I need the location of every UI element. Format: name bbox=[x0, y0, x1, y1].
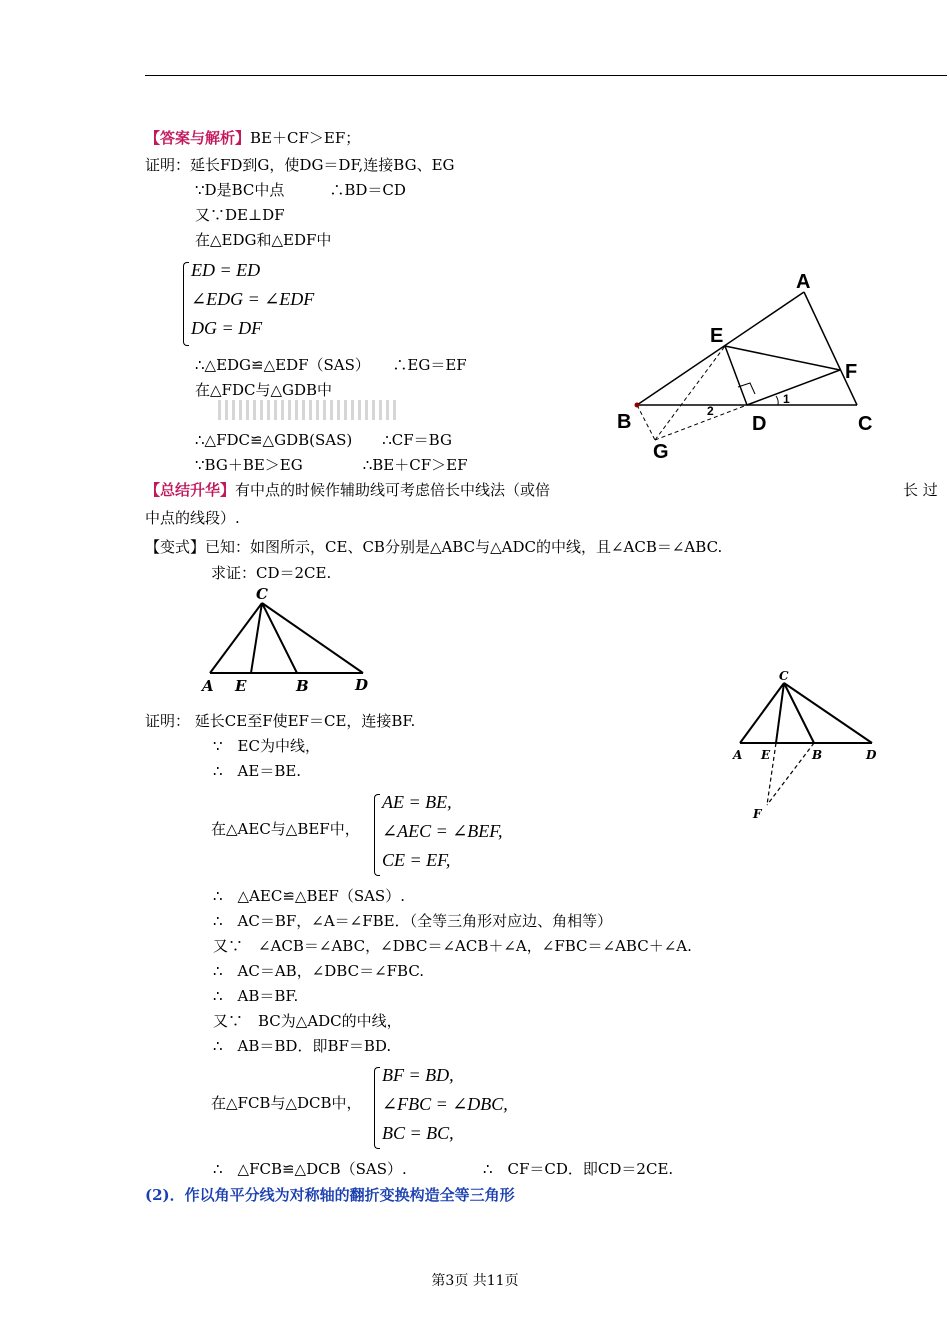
proof2-mid-7: ∴ AB＝BD．即BF＝BD. bbox=[213, 1037, 392, 1055]
label-B: B bbox=[617, 411, 632, 433]
label-A: A bbox=[796, 271, 811, 293]
header-rule bbox=[145, 75, 947, 76]
summary-tail: 长 过 bbox=[903, 481, 938, 499]
variant-text: 已知：如图所示，CE、CB分别是△ABC与△ADC的中线，且∠ACB＝∠ABC. bbox=[205, 538, 723, 556]
label-B: B bbox=[812, 748, 823, 762]
proof2-line-2: ∵ EC为中线， bbox=[213, 737, 320, 755]
label-C: C bbox=[858, 413, 873, 435]
label-D: D bbox=[866, 748, 877, 762]
proof2-mid-4: ∴ AC＝AB，∠DBC＝∠FBC. bbox=[213, 962, 425, 980]
system-b-intro: 在△FCB与△DCB中， bbox=[211, 1094, 362, 1112]
equation-row: ∠EDG = ∠EDF bbox=[191, 289, 315, 309]
proof-line-3: 又∵DE⊥DF bbox=[195, 206, 285, 224]
label-E: E bbox=[710, 325, 724, 347]
proof2-mid-6: 又∵ BC为△ADC的中线， bbox=[213, 1012, 402, 1030]
equation-brace bbox=[183, 262, 189, 346]
label-E: E bbox=[761, 748, 771, 762]
label-F: F bbox=[753, 807, 762, 821]
equation-brace bbox=[374, 794, 380, 876]
illegible-watermark bbox=[218, 400, 398, 420]
page-footer: 第3页 共11页 bbox=[431, 1273, 519, 1289]
summary-text: 有中点的时候作辅助线可考虑倍长中线法（或倍 bbox=[235, 481, 551, 499]
label-D: D bbox=[355, 676, 369, 694]
figure-triangle-abc-1 bbox=[600, 260, 900, 470]
variant-prove: 求证：CD＝2CE. bbox=[211, 564, 332, 582]
angle-label-1: 1 bbox=[783, 392, 790, 406]
equation-row: BF = BD, bbox=[382, 1065, 454, 1085]
figure-triangle-acd-2 bbox=[200, 583, 380, 698]
angle-label-2: 2 bbox=[707, 404, 714, 418]
answer-tag: 【答案与解析】 bbox=[145, 129, 251, 147]
section-heading: (2)．作以角平分线为对称轴的翻折变换构造全等三角形 bbox=[145, 1186, 515, 1204]
proof-line-4: 在△EDG和△EDF中 bbox=[195, 231, 332, 249]
equation-row: DG = DF bbox=[191, 318, 263, 338]
system-a-intro: 在△AEC与△BEF中， bbox=[211, 820, 360, 838]
label-C: C bbox=[256, 585, 268, 603]
proof-line-6: 在△FDC与△GDB中 bbox=[195, 381, 333, 399]
label-E: E bbox=[235, 677, 247, 695]
summary-tag: 【总结升华】 bbox=[145, 481, 236, 499]
figure-triangle-acd-3 bbox=[730, 665, 880, 825]
proof2-end-2: ∴ CF＝CD．即CD＝2CE. bbox=[483, 1160, 674, 1178]
proof2-line-3: ∴ AE＝BE. bbox=[213, 762, 302, 780]
summary-line bbox=[145, 480, 550, 500]
proof-line-5: ∴△EDG≌△EDF（SAS） ∴EG＝EF bbox=[195, 356, 467, 374]
equation-row: BC = BC, bbox=[382, 1123, 454, 1143]
label-A: A bbox=[733, 748, 743, 762]
answer-line bbox=[145, 128, 360, 148]
proof2-mid-2: ∴ AC＝BF，∠A＝∠FBE．（全等三角形对应边、角相等） bbox=[213, 912, 613, 930]
summary-text-2: 中点的线段）. bbox=[145, 509, 240, 527]
equation-row: ED = ED bbox=[191, 260, 261, 280]
equation-row: AE = BE, bbox=[382, 792, 452, 812]
equation-row: ∠FBC = ∠DBC, bbox=[382, 1094, 508, 1114]
proof2-end-1: ∴ △FCB≌△DCB（SAS）. bbox=[213, 1160, 407, 1178]
label-A: A bbox=[202, 677, 214, 695]
variant-line bbox=[145, 537, 722, 557]
equation-brace bbox=[374, 1067, 380, 1149]
proof2-mid-5: ∴ AB＝BF. bbox=[213, 987, 299, 1005]
label-F: F bbox=[845, 361, 858, 383]
proof-line-1: 证明：延长FD到G，使DG＝DF,连接BG、EG bbox=[145, 156, 455, 174]
proof-line-2: ∵D是BC中点 ∴BD＝CD bbox=[195, 181, 406, 199]
variant-tag: 【变式】 bbox=[145, 538, 206, 556]
proof-line-8: ∵BG＋BE＞EG ∴BE＋CF＞EF bbox=[195, 456, 468, 474]
proof2-mid-3: 又∵ ∠ACB＝∠ABC，∠DBC＝∠ACB＋∠A，∠FBC＝∠ABC＋∠A. bbox=[213, 937, 692, 955]
label-C: C bbox=[779, 669, 789, 683]
answer-result: BE＋CF＞EF； bbox=[250, 129, 361, 147]
label-D: D bbox=[752, 413, 767, 435]
proof2-line-1: 证明： 延长CE至F使EF＝CE，连接BF. bbox=[145, 712, 416, 730]
label-B: B bbox=[296, 677, 309, 695]
equation-row: ∠AEC = ∠BEF, bbox=[382, 821, 503, 841]
proof-line-7: ∴△FDC≌△GDB(SAS) ∴CF＝BG bbox=[195, 431, 452, 449]
equation-row: CE = EF, bbox=[382, 850, 451, 870]
label-G: G bbox=[653, 441, 669, 463]
proof2-mid-1: ∴ △AEC≌△BEF（SAS）. bbox=[213, 887, 405, 905]
